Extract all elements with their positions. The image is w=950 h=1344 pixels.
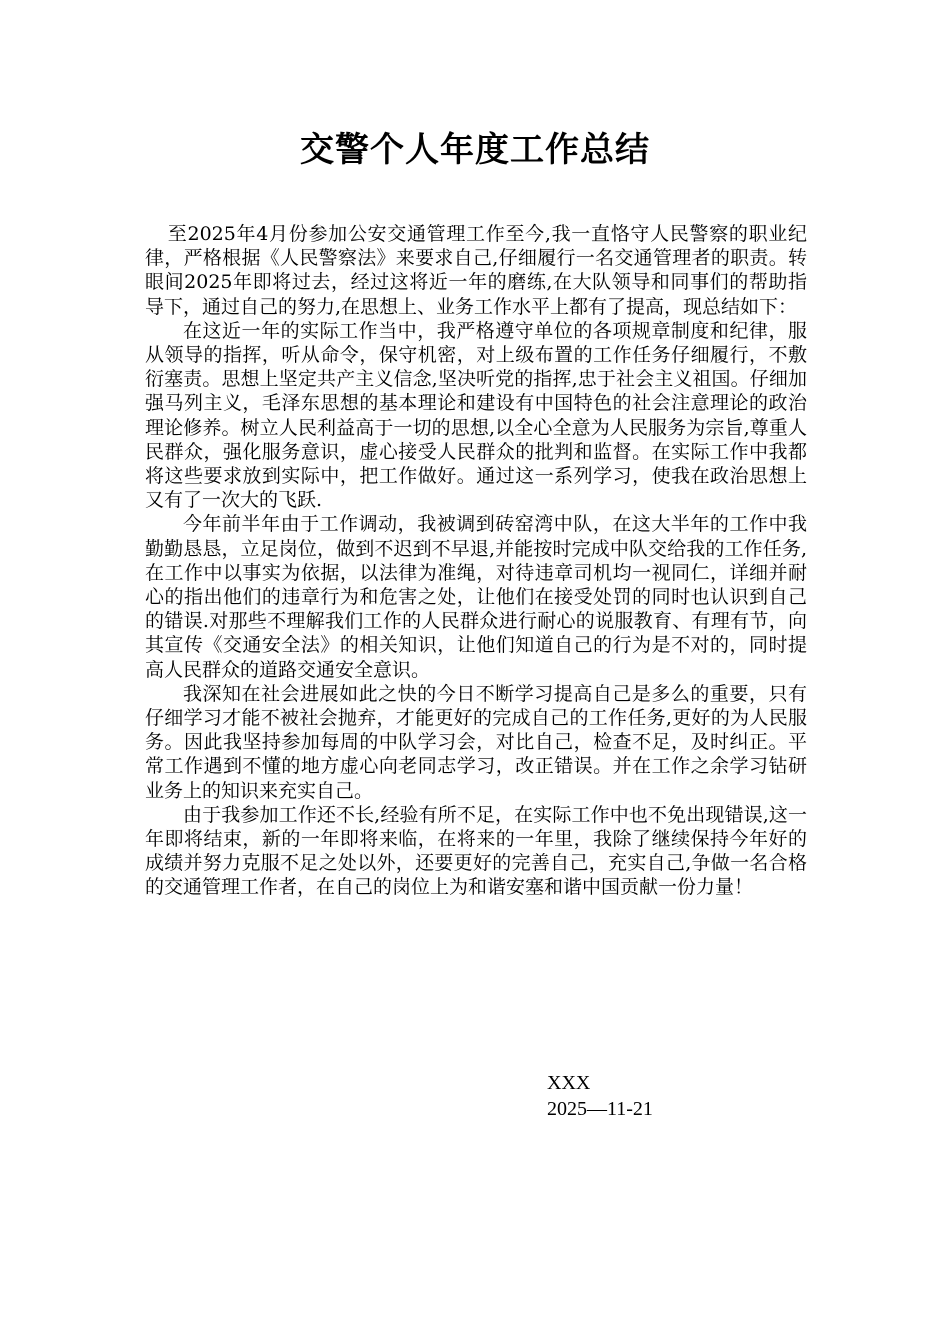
paragraph-intro: 至2025年4月份参加公安交通管理工作至今,我一直恪守人民警察的职业纪律，严格根据《人民警察法》来要求自己,仔细履行一名交通管理者的职责。转眼间2025年即将过去，经过这将近一年的磨练,在大队领导和同事们的帮助指导下，通过自己的努力,在思想上、业务工作水平上都有了提高，现总结如下： (145, 223, 807, 318)
paragraph-outlook: 由于我参加工作还不长,经验有所不足，在实际工作中也不免出现错误,这一年即将结束，新的一年即将来临，在将来的一年里，我除了继续保持今年好的成绩并努力克服不足之处以外，还要更好的完善自己，充实自己,争做一名合格的交通管理工作者，在自己的岗位上为和谐安塞和谐中国贡献一份力量！ (145, 803, 807, 899)
paragraph-work: 今年前半年由于工作调动，我被调到砖窑湾中队，在这大半年的工作中我勤勤恳恳，立足岗位，做到不迟到不早退,并能按时完成中队交给我的工作任务,在工作中以事实为依据，以法律为准绳，对待违章司机均一视同仁，详细并耐心的指出他们的违章行为和危害之处，让他们在接受处罚的同时也认识到自己的错误.对那些不理解我们工作的人民群众进行耐心的说服教育、有理有节，向其宣传《交通安全法》的相关知识，让他们知道自己的行为是不对的，同时提高人民群众的道路交通安全意识。 (145, 513, 807, 681)
signature-date: 2025—11-21 (547, 1098, 653, 1120)
paragraph-study: 我深知在社会进展如此之快的今日不断学习提高自己是多么的重要，只有仔细学习才能不被社会抛弃，才能更好的完成自己的工作任务,更好的为人民服务。因此我坚持参加每周的中队学习会，对比自己，检查不足，及时纠正。平常工作遇到不懂的地方虚心向老同志学习，改正错误。并在工作之余学习钻研业务上的知识来充实自己。 (145, 682, 807, 802)
document-body (145, 222, 807, 900)
signature-name: XXX (547, 1072, 591, 1094)
paragraph-discipline: 在这近一年的实际工作当中，我严格遵守单位的各项规章制度和纪律，服从领导的指挥，听从命令，保守机密，对上级布置的工作任务仔细履行，不敷衍塞责。思想上坚定共产主义信念,坚决听党的指挥,忠于社会主义祖国。仔细加强马列主义，毛泽东思想的基本理论和建设有中国特色的社会注意理论的政治理论修养。树立人民利益高于一切的思想,以全心全意为人民服务为宗旨,尊重人民群众，强化服务意识，虚心接受人民群众的批判和监督。在实际工作中我都将这些要求放到实际中，把工作做好。通过这一系列学习，使我在政治思想上又有了一次大的飞跃. (145, 319, 807, 512)
signature-block (547, 1070, 653, 1122)
document-title: 交警个人年度工作总结 (300, 130, 650, 170)
